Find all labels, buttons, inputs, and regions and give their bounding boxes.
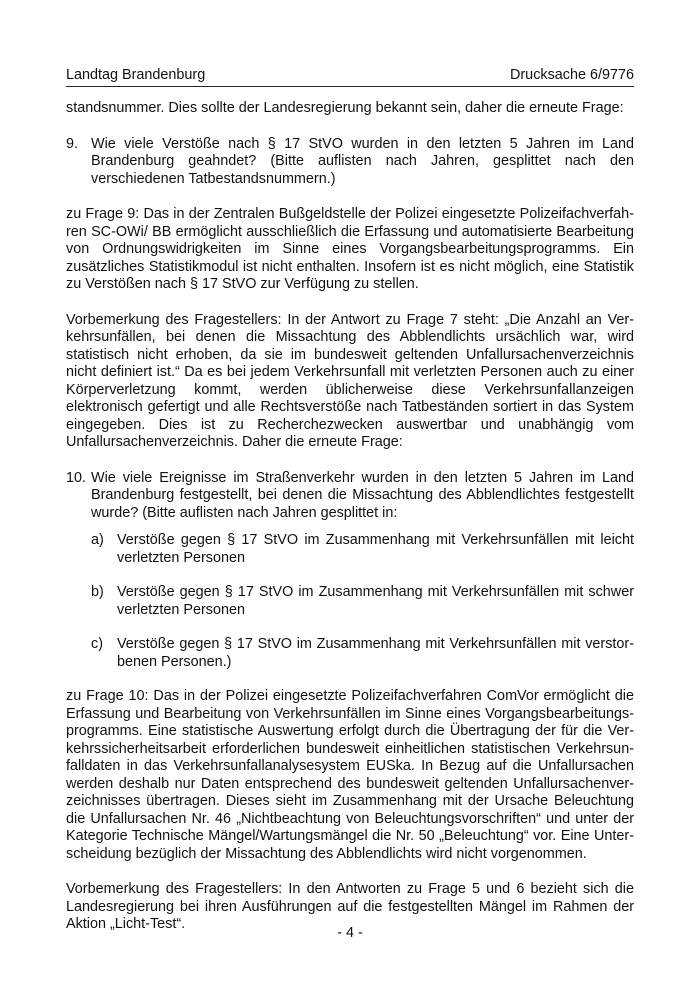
page-number: - 4 - (337, 925, 363, 941)
question-text: Wie viele Verstöße nach § 17 StVO wurden in den letzten 5 Jahren im Land Brandenburg geahndet? (Bitte auflisten nach Jahren, gesplittet nach den verschiedenen Tatbestandsnummern.) (91, 135, 634, 187)
subitem-text: Verstöße gegen § 17 StVO im Zusammenhang mit Verkehrsunfällen mit schwer verletzten Personen (117, 584, 634, 618)
subitem-label: c) (91, 636, 103, 652)
question-number: 9. (66, 135, 79, 152)
page-header (66, 66, 634, 87)
answer-10-paragraph: zu Frage 10: Das in der Polizei eingesetzte Polizeifachverfahren ComVor ermöglicht die Erfassung und Bearbeitung von Verkehrsunfällen im Sinne eines Vorgangsbearbeitungsprogramms. Eine statistische Auswertung erfolgt durch die Übertragung der für die Verkehrssicherheitsarbeit erforderlichen bundesweit einheitlichen statistischen Verkehrsunfalldaten in das Verkehrsunfallanalysesystem EUSka. In Bezug auf die Unfallursachen werden deshalb nur Daten entsprechend des bundesweit geltenden Unfallursachenverzeichnisses übertragen. Dieses sieht im Zusammenhang mit der Ursache Beleuchtung die Unfallursachen Nr. 46 „Nichtbeachtung von Beleuchtungsvorschriften“ und unter der Kategorie Technische Mängel/Wartungsmängel die Nr. 50 „Beleuchtung“ vor. Eine Unterscheidung bezüglich der Missachtung des Abblendlichts wird nicht vorgenommen. (66, 688, 634, 862)
answer-9-paragraph: zu Frage 9: Das in der Zentralen Bußgeldstelle der Polizei eingesetzte Polizeifachverfahren SC-OWi/ BB ermöglicht ausschließlich die Erfassung und automatisierte Bearbeitung von Ordnungswidrigkeiten im Sinne eines Vorgangsbearbeitungsprogramms. Ein zusätzliches Statistikmodul ist nicht enthalten. Insofern ist es nicht möglich, eine Statistik zu Verstößen nach § 17 StVO zur Verfügung zu stellen. (66, 206, 634, 292)
subitem-text: Verstöße gegen § 17 StVO im Zusammenhang mit Verkehrsunfällen mit verstorbenen Personen.) (117, 636, 634, 670)
list-item (91, 584, 634, 619)
subitem-label: b) (91, 584, 104, 600)
intro-paragraph: standsnummer. Dies sollte der Landesregierung bekannt sein, daher die erneute Frage: (66, 100, 624, 116)
preliminary-remark-next: Vorbemerkung des Fragestellers: In den Antworten zu Frage 5 und 6 bezieht sich die Landesregierung bei ihren Ausführungen auf die festgestellten Mängel im Rahmen der Aktion „Licht-Test“. (66, 881, 634, 932)
header-document-number: Drucksache 6/9776 (510, 67, 634, 83)
list-item (91, 636, 634, 671)
document-body (66, 100, 634, 952)
list-item (91, 532, 634, 567)
question-9 (66, 136, 634, 189)
question-10-subitems (91, 532, 634, 671)
preliminary-remark-q10: Vorbemerkung des Fragestellers: In der Antwort zu Frage 7 steht: „Die Anzahl an Verkehrsunfällen, bei denen die Missachtung des Abblendlichts ursächlich war, wird statistisch nicht erhoben, da sie im bundesweit geltenden Unfallursachenverzeichnis nicht definiert ist.“ Da es bei jedem Verkehrsunfall mit verletzten Personen auch zu einer Körperverletzung kommt, werden üblicherweise diese Verkehrsunfallanzeigen elektronisch gefertigt und alle Rechtsverstöße nach Tatbeständen sortiert in das System eingegeben. Dies ist zu Recherchezwecken auswertbar und unabhängig vom Unfallursachenverzeichnis. Daher die erneute Frage: (66, 311, 634, 450)
question-number: 10. (66, 469, 87, 486)
subitem-label: a) (91, 532, 104, 548)
question-10 (66, 470, 634, 523)
subitem-text: Verstöße gegen § 17 StVO im Zusammenhang mit Verkehrsunfällen mit leicht verletzten Personen (117, 532, 634, 566)
header-parliament-name: Landtag Brandenburg (66, 67, 206, 83)
question-text: Wie viele Ereignisse im Straßenverkehr wurden in den letzten 5 Jahren im Land Brandenburg festgestellt, bei denen die Missachtung des Abblendlichtes festgestellt wurde? (Bitte auflisten nach Jahren gesplittet in: (91, 469, 634, 521)
